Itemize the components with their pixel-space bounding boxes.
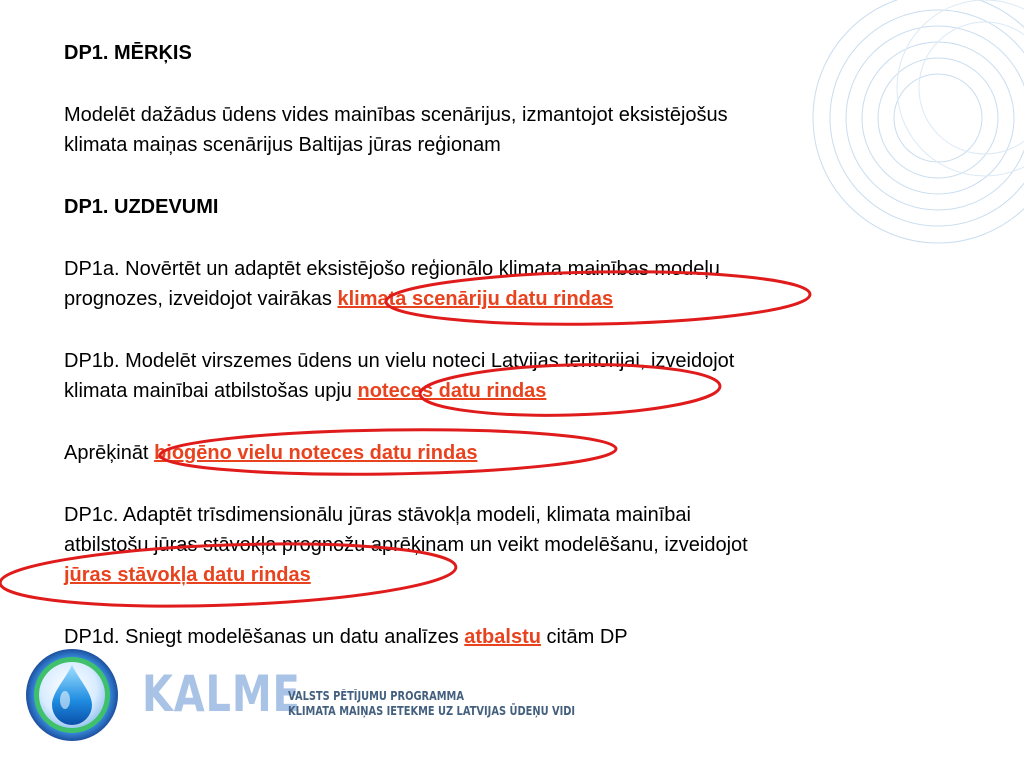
dp1c-line-3 <box>64 560 964 590</box>
dp1a-highlight-link[interactable]: klimata scenāriju datu rindas <box>337 288 614 310</box>
dp1b-line-3 <box>64 438 964 468</box>
goal-title: DP1. MĒRĶIS <box>64 42 192 64</box>
footer-branding <box>24 645 624 745</box>
dp1c-line-1: DP1c. Adaptēt trīsdimensionālu jūras stāvokļa modeli, klimata mainībai <box>64 504 691 526</box>
goal-text-line-2: klimata maiņas scenārijus Baltijas jūras reģionam <box>64 134 501 156</box>
dp1a-line-1: DP1a. Novērtēt un adaptēt eksistējošo reģionālo klimata mainības modeļu <box>64 258 720 280</box>
dp1b-line3-prefix: Aprēķināt <box>64 442 155 464</box>
tasks-title: DP1. UZDEVUMI <box>64 196 219 218</box>
dp1d-suffix: citām DP <box>540 626 628 648</box>
dp1a-prefix: prognozes, izveidojot vairākas <box>64 288 338 310</box>
kalme-brand: KALME <box>142 665 301 723</box>
program-title <box>288 689 575 719</box>
dp1b-line-2 <box>64 376 964 406</box>
dp1b-highlight-link[interactable]: noteces datu rindas <box>357 380 547 402</box>
dp1b-line3-highlight-link[interactable]: biogēno vielu noteces datu rindas <box>154 442 478 464</box>
dp1b-prefix: klimata mainībai atbilstošas upju <box>64 380 358 402</box>
dp1d-highlight-link[interactable]: atbalstu <box>464 626 541 648</box>
dp1c-highlight-link[interactable]: jūras stāvokļa datu rindas <box>64 564 311 586</box>
dp1a-line-2 <box>64 284 964 314</box>
program-line-1: VALSTS PĒTĪJUMU PROGRAMMA <box>288 689 464 703</box>
goal-text-line-1: Modelēt dažādus ūdens vides mainības scenārijus, izmantojot eksistējošus <box>64 104 728 126</box>
water-drop-logo-icon <box>24 645 124 745</box>
dp1d-prefix: DP1d. Sniegt modelēšanas un datu analīzes <box>64 626 465 648</box>
program-line-2: KLIMATA MAIŅAS IETEKME UZ LATVIJAS ŪDEŅU VIDI <box>288 704 576 718</box>
dp1b-line-1: DP1b. Modelēt virszemes ūdens un vielu noteci Latvijas teritorijai, izveidojot <box>64 350 735 372</box>
dp1c-line-2: atbilstošu jūras stāvokļa prognožu aprēķinam un veikt modelēšanu, izveidojot <box>64 534 748 556</box>
slide-content <box>64 38 964 652</box>
